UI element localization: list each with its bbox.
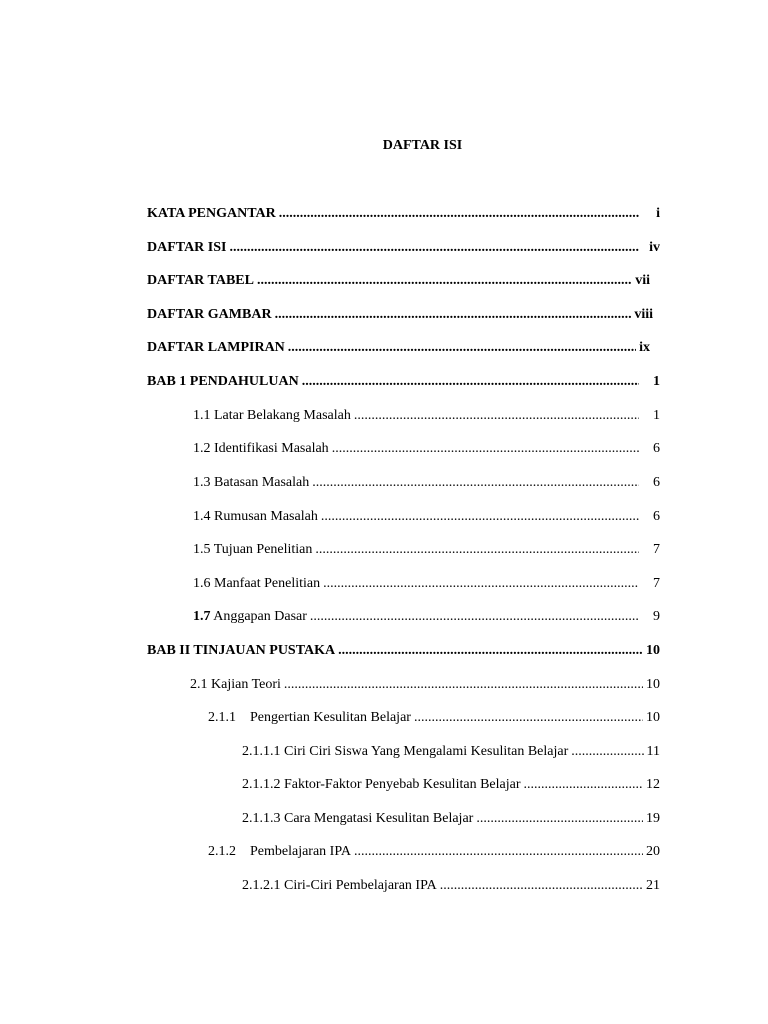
toc-entry-page: 9: [653, 609, 660, 624]
leader-dots: [338, 642, 643, 660]
toc-entry-page: 1: [653, 408, 660, 423]
toc-entry-label: 1.1 Latar Belakang Masalah: [193, 408, 351, 423]
toc-entry: [242, 743, 660, 761]
toc-entry-page: 20: [646, 844, 660, 859]
toc-entry-label: 2.1 Kajian Teori: [190, 677, 281, 692]
toc-entry: [193, 575, 660, 593]
leader-dots: [257, 272, 632, 290]
toc-entry-page: 21: [646, 878, 660, 893]
toc-entry-page: 19: [646, 811, 660, 826]
toc-entry-label: 1.6 Manfaat Penelitian: [193, 576, 321, 591]
toc-entry-page: 6: [653, 475, 660, 490]
toc-entry-page: i: [656, 206, 660, 221]
toc-entry: [208, 709, 660, 727]
leader-dots: [354, 407, 639, 425]
toc-entry: [193, 407, 660, 425]
toc-entry-page: 10: [646, 643, 660, 658]
toc-entry: [193, 608, 660, 626]
toc-entry: [242, 776, 660, 794]
leader-dots: [332, 440, 639, 458]
toc-entry-page: 12: [646, 777, 660, 792]
toc-entry-title: Pengertian Kesulitan Belajar: [250, 710, 411, 725]
toc-entry: [208, 843, 660, 861]
toc-entry-page: 11: [646, 744, 660, 759]
toc-entry-page: iv: [649, 240, 660, 255]
toc-entry-label: 1.2 Identifikasi Masalah: [193, 441, 329, 456]
toc-entry-label: DAFTAR ISI: [147, 240, 227, 255]
toc-entry-label: 2.1.1.2 Faktor-Faktor Penyebab Kesulitan Belajar: [242, 777, 521, 792]
leader-dots: [310, 608, 639, 626]
toc-entry: [147, 642, 660, 660]
toc-entry: [193, 440, 660, 458]
leader-dots: [288, 339, 636, 357]
toc-entry-label: BAB II TINJAUAN PUSTAKA: [147, 643, 336, 658]
toc-entry: [193, 474, 660, 492]
toc-entry-label: DAFTAR LAMPIRAN: [147, 340, 285, 355]
toc-entry-page: 7: [653, 542, 660, 557]
toc-entry: [193, 541, 660, 559]
leader-dots: [312, 474, 639, 492]
toc-entry-title: Pembelajaran IPA: [250, 844, 351, 859]
leader-dots: [279, 205, 639, 223]
leader-dots: [323, 575, 639, 593]
toc-entry-label: 2.1.1.3 Cara Mengatasi Kesulitan Belajar: [242, 811, 474, 826]
leader-dots: [524, 776, 644, 794]
toc-entry-page: 1: [653, 374, 660, 389]
toc-entry-page: 10: [646, 710, 660, 725]
toc-entry-label: DAFTAR GAMBAR: [147, 307, 272, 322]
toc-entry: [193, 508, 660, 526]
toc-entry: [147, 205, 660, 223]
leader-dots: [414, 709, 643, 727]
toc-entry-number: 1.7: [193, 609, 211, 624]
toc-entry-title: Anggapan Dasar: [213, 609, 307, 624]
toc-entry-label: [193, 608, 307, 626]
toc-entry-page: 7: [653, 576, 660, 591]
toc-entry: [242, 877, 660, 895]
toc-entry-label: KATA PENGANTAR: [147, 206, 276, 221]
toc-entry-label: 1.3 Batasan Masalah: [193, 475, 310, 490]
toc-entry-label: 2.1.1.1 Ciri Ciri Siswa Yang Mengalami Kesulitan Belajar: [242, 744, 569, 759]
toc-entry: [147, 339, 650, 357]
leader-dots: [476, 810, 643, 828]
toc-entry: [242, 810, 660, 828]
toc-entry-label: BAB 1 PENDAHULUAN: [147, 374, 299, 389]
toc-entry-label: 1.4 Rumusan Masalah: [193, 509, 318, 524]
toc-entry: [147, 239, 660, 257]
toc-entry-page: ix: [639, 340, 650, 355]
leader-dots: [275, 306, 632, 324]
toc-entry: [147, 272, 650, 290]
leader-dots: [354, 843, 643, 861]
leader-dots: [440, 877, 643, 895]
toc-entry-page: 6: [653, 509, 660, 524]
leader-dots: [321, 508, 639, 526]
toc-entry-label: [208, 709, 411, 727]
toc-entry-label: DAFTAR TABEL: [147, 273, 254, 288]
toc-entry-number: 2.1.1: [208, 710, 236, 725]
toc-entry: [147, 306, 653, 324]
toc-entry-page: 10: [646, 677, 660, 692]
toc-entry-number: 2.1.2: [208, 844, 236, 859]
leader-dots: [571, 743, 643, 761]
leader-dots: [229, 239, 639, 257]
leader-dots: [315, 541, 639, 559]
toc-entry-label: [208, 843, 351, 861]
toc-entry: [190, 676, 660, 694]
toc-entry-page: viii: [634, 307, 653, 322]
leader-dots: [284, 676, 643, 694]
toc-entry-label: 1.5 Tujuan Penelitian: [193, 542, 313, 557]
page-title: DAFTAR ISI: [382, 138, 463, 153]
toc-entry: [147, 373, 660, 391]
leader-dots: [302, 373, 639, 391]
toc-entry-page: 6: [653, 441, 660, 456]
toc-entry-label: 2.1.2.1 Ciri-Ciri Pembelajaran IPA: [242, 878, 437, 893]
toc-entry-page: vii: [635, 273, 650, 288]
